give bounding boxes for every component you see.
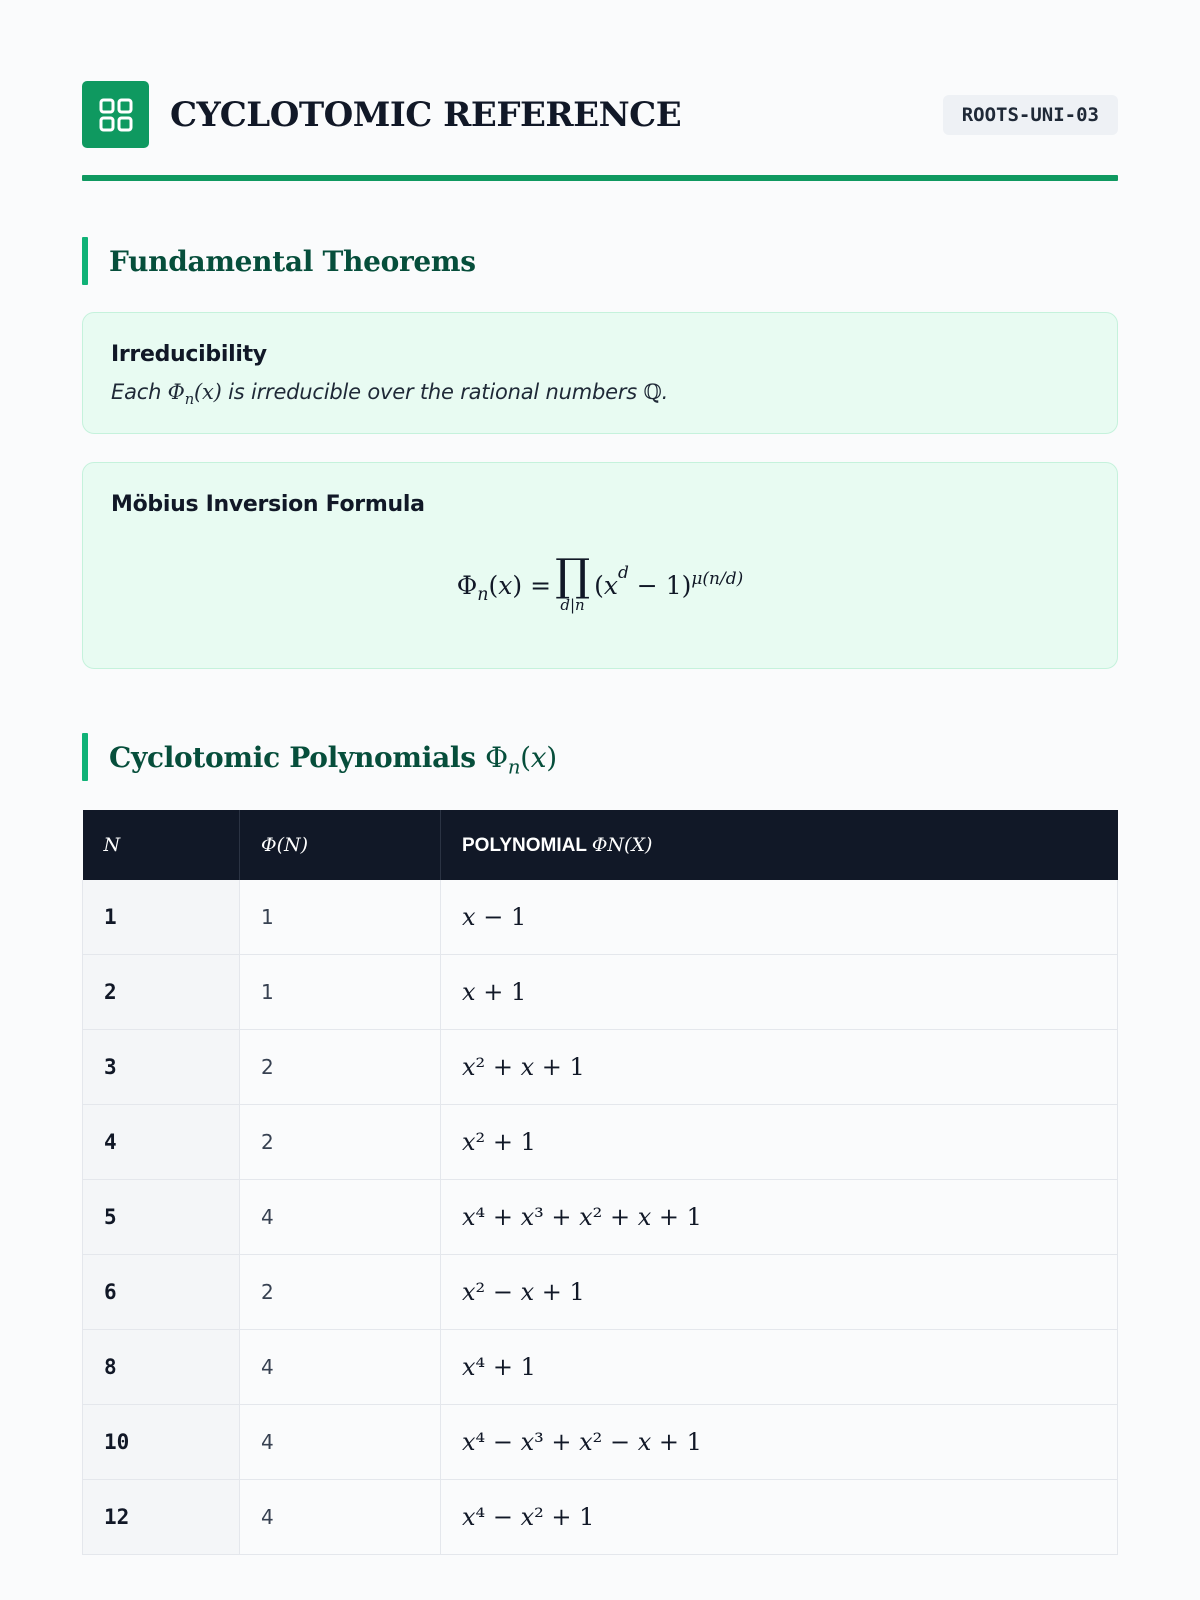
cell-polynomial: x² + x + 1 [441,1030,1118,1105]
section-title [109,740,557,779]
table-body [83,880,1118,1555]
header [82,81,1118,148]
theorem-irreducibility [82,312,1118,434]
column-header-polynomial: POLYNOMIAL ΦN(X) [441,810,1118,880]
cell-phi: 2 [240,1255,441,1330]
theorem-statement [111,380,1089,409]
table-row [83,1480,1118,1555]
product-symbol: ∏ [555,550,591,601]
cell-polynomial: x² + 1 [441,1105,1118,1180]
cell-phi: 4 [240,1180,441,1255]
cell-phi: 2 [240,1105,441,1180]
page-title: CYCLOTOMIC REFERENCE [170,94,682,135]
cell-polynomial: x⁴ + 1 [441,1330,1118,1405]
column-header-phi: Φ(N) [240,810,441,880]
theorem-title: Möbius Inversion Formula [111,492,425,517]
cell-n: 1 [83,880,240,955]
cell-n: 3 [83,1030,240,1105]
theorem-title: Irreducibility [111,342,267,367]
header-divider [82,175,1118,181]
column-header-n: N [83,810,240,880]
section-accent-bar [82,733,88,781]
cell-polynomial: x⁴ + x³ + x² + x + 1 [441,1180,1118,1255]
cell-polynomial: x − 1 [441,880,1118,955]
cell-phi: 1 [240,880,441,955]
statement-text-after: is irreducible over the rational numbers [221,380,644,404]
cell-polynomial: x⁴ − x³ + x² − x + 1 [441,1405,1118,1480]
cell-n: 10 [83,1405,240,1480]
table-row [83,1330,1118,1405]
cell-n: 12 [83,1480,240,1555]
cell-phi: 1 [240,955,441,1030]
polynomial-table [82,810,1118,1555]
cell-n: 6 [83,1255,240,1330]
table-row [83,1405,1118,1480]
table-row [83,880,1118,955]
cell-n: 8 [83,1330,240,1405]
cell-polynomial: x² − x + 1 [441,1255,1118,1330]
section-title-text: Cyclotomic Polynomials [109,740,476,774]
grid-icon [82,81,149,148]
formula-lhs: $\Phi_n(x)$ = [456,570,552,605]
rationals-symbol: ℚ [643,380,662,404]
phi-n-x-math: $\Phi_n(x)$ [167,380,222,409]
mobius-formula: $\Phi_n(x)$ = ∏ d|n $(x^d - 1)$ $^{\mu(n/d)}$ [456,550,744,614]
cell-phi: 4 [240,1405,441,1480]
table-row [83,1030,1118,1105]
cell-phi: 4 [240,1480,441,1555]
cell-n: 2 [83,955,240,1030]
cell-polynomial: x + 1 [441,955,1118,1030]
cell-n: 5 [83,1180,240,1255]
section-heading-theorems [82,237,1118,285]
cell-polynomial: x⁴ − x² + 1 [441,1480,1118,1555]
section-title: Fundamental Theorems [109,244,476,278]
table-row [83,955,1118,1030]
cell-phi: 4 [240,1330,441,1405]
section-accent-bar [82,237,88,285]
table-row [83,1180,1118,1255]
section-heading-polynomials [82,733,1118,781]
cell-phi: 2 [240,1030,441,1105]
product-index: d|n [560,596,585,614]
statement-text-end: . [661,380,669,404]
section-title-math: $\Phi_n(x)$ [485,740,557,779]
table-header-row [83,810,1118,880]
cell-n: 4 [83,1105,240,1180]
document-code-badge: ROOTS-UNI-03 [943,95,1118,135]
table-row [83,1255,1118,1330]
statement-text-before: Each [111,380,168,404]
product-operator [555,550,591,614]
formula-body: $(x^d - 1)$ [594,563,692,600]
theorem-mobius-inversion [82,462,1118,669]
table-row [83,1105,1118,1180]
